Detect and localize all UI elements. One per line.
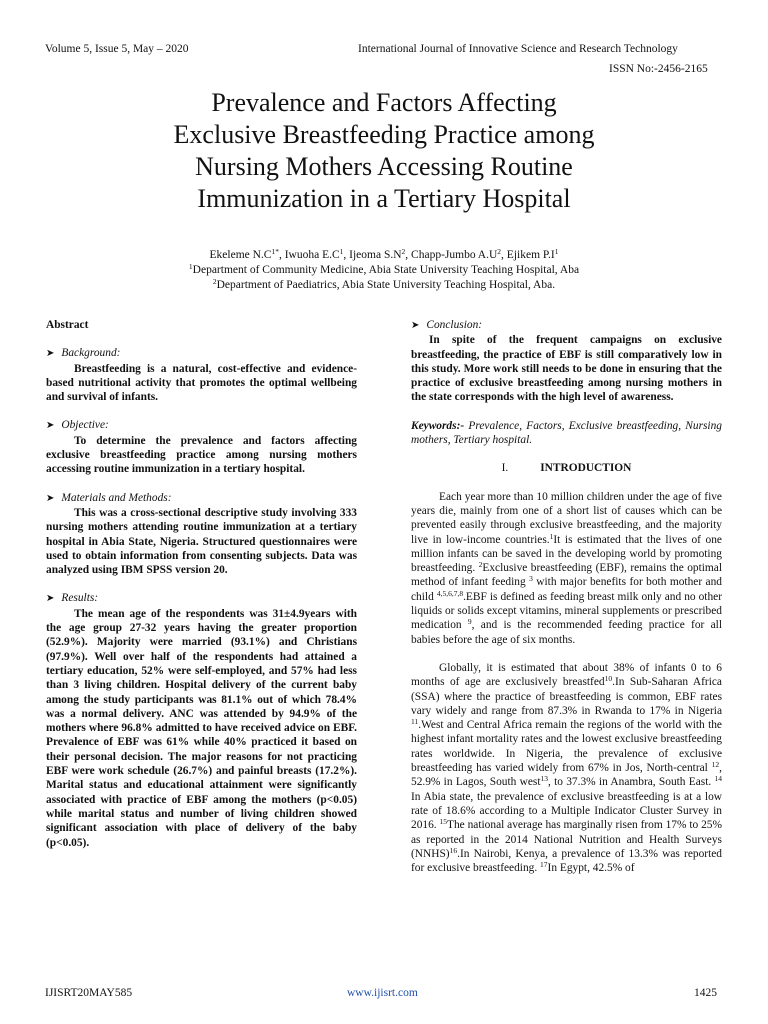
intro-paragraph-1: Each year more than 10 million children under the age of five years die, mainly from one of a short list of causes which can be prevented easily through exclusive breastfeeding, and the majority live in low-income countries.$^1$It is estimated that the lives of one million infants can be saved in the developing world by promoting breastfeeding. $^2$Exclusive breastfeeding (EBF), remains the optimal method of infant feeding $^3$ with major benefits for both mother and child $^{4,5,6,7,8}$.EBF is defined as feeding breast milk only and no other liquids or solids except vitamins, mineral supplements or prescribed medication $^9$, and is the recommended feeding practice for all babies before the age of six months. (411, 490, 723, 646)
affiliation-mark: 2 (212, 277, 217, 286)
background-text: Breastfeeding is a natural, cost-effective and evidence-based nutritional activity that promotes the optimal wellbeing and survival of infants. (46, 362, 357, 404)
author-affiliation-mark: 1 (339, 247, 344, 256)
author-name: , Ejikem P.I (501, 249, 555, 261)
citation: 12 (711, 760, 720, 770)
citation: 9 (467, 617, 472, 627)
author-affiliation-mark: 1 (554, 247, 559, 256)
title-line: Exclusive Breastfeeding Practice among (173, 120, 595, 149)
author-affiliation-mark: 2 (497, 247, 502, 256)
abstract-heading: Abstract (46, 319, 89, 331)
author-block (0, 248, 768, 293)
objective-label: ➤ Objective: (46, 419, 109, 432)
title-line: Nursing Mothers Accessing Routine (195, 152, 573, 181)
paper-title (60, 87, 708, 215)
footer-journal-link[interactable]: www.ijisrt.com (347, 987, 418, 999)
author-name: Ekeleme N.C (209, 249, 272, 261)
arrow-bullet-icon: ➤ (411, 320, 420, 331)
header-volume: Volume 5, Issue 5, May – 2020 (45, 43, 189, 55)
affiliation-text: Department of Community Medicine, Abia State University Teaching Hospital, Aba (192, 264, 580, 276)
citation: 1 (549, 531, 554, 541)
title-line: Prevalence and Factors Affecting (211, 88, 557, 117)
background-label: ➤ Background: (46, 347, 121, 360)
affiliation-mark: 1 (188, 262, 193, 271)
author-name: , Iwuoha E.C (278, 249, 340, 261)
title-line: Immunization in a Tertiary Hospital (197, 184, 571, 213)
header-journal-name: International Journal of Innovative Science and Research Technology (358, 43, 678, 55)
methods-label: ➤ Materials and Methods: (46, 491, 172, 504)
section-number: I. (501, 462, 509, 475)
citation: 3 (529, 574, 533, 584)
citation: 10 (604, 674, 613, 684)
citation: 16 (449, 845, 458, 855)
keywords-label: Keywords:- (411, 419, 465, 432)
citation: 13 (540, 774, 548, 784)
section-title: INTRODUCTION (540, 462, 632, 475)
affiliation-text: Department of Paediatrics, Abia State University Teaching Hospital, Aba. (216, 279, 556, 291)
arrow-bullet-icon: ➤ (46, 348, 55, 360)
keywords-text: Prevalence, Factors, Exclusive breastfeeding, Nursing mothers, Tertiary hospital. (411, 419, 722, 447)
citation: 4,5,6,7,8 (436, 588, 464, 598)
arrow-bullet-icon: ➤ (46, 420, 55, 432)
header-issn: ISSN No:-2456-2165 (609, 63, 708, 75)
affiliation-1 (0, 263, 768, 278)
objective-text: To determine the prevalence and factors affecting exclusive breastfeeding practice among nursing mothers accessing routine immunization in a tertiary hospital. (46, 434, 357, 476)
author-list (0, 248, 768, 263)
citation: 14 (714, 774, 722, 784)
author-affiliation-mark: 2 (401, 247, 406, 256)
methods-text: This was a cross-sectional descriptive study involving 333 nursing mothers attending routine immunization at a tertiary hospital in Abia State, Nigeria. Structured questionnaires were used to obtain information from consenting subjects. Data was analyzed using IBM SPSS version 20. (46, 506, 357, 577)
author-affiliation-mark: 1* (271, 247, 279, 256)
citation: 2 (478, 560, 483, 570)
keywords (411, 419, 722, 448)
citation: 15 (439, 817, 448, 827)
author-name: , Ijeoma S.N (343, 249, 402, 261)
results-text: The mean age of the respondents was 31±4.9years with the age group 27-32 years having the greater proportion (52.9%). Majority were married (93.1%) and Christians (97.9%). Well over half of the respondents had attained a tertiary education, 52% were self-employed, and 57% had less than 3 living children. Hospital delivery of the current baby among the study participants was 81.1% out of which 78.4% was a normal delivery. ANC was attended by 94.9% of the mothers where 96.8% admitted to have received advice on EBF. Prevalence of EBF was 61% while 40% practiced it based on their personal decision. The major reasons for not practicing EBF were work schedule (26.7%) and painful breasts (17.2%). Marital status and educational attainment were significantly associated with practice of EBF among the mothers (p<0.05) while marital status and number of living children showed significant association with place of delivery of the baby (p<0.05). (46, 607, 357, 849)
results-label: ➤ Results: (46, 592, 99, 605)
footer-page-number: 1425 (694, 987, 717, 999)
citation: 17 (540, 860, 548, 870)
left-column (46, 318, 357, 850)
author-name: , Chapp-Jumbo A.U (405, 249, 498, 261)
arrow-bullet-icon: ➤ (46, 492, 55, 504)
affiliation-2 (0, 278, 768, 293)
arrow-bullet-icon: ➤ (46, 593, 55, 605)
section-heading-introduction (411, 461, 722, 475)
intro-paragraph-2: Globally, it is estimated that about 38% of infants 0 to 6 months of age are exclusively breastfed$^{10}$.In Sub-Saharan Africa (SSA) where the practice of breastfeeding is common, EBF rates vary widely and range from 87.3% in Rwanda to 17% in Nigeria $^{11}$.West and Central Africa remain the regions of the world with the highest infant mortality rates and the lowest exclusive breastfeeding rates worldwide. In Nigeria, the prevalence of exclusive breastfeeding has varied widely from 67% in Jos, North-central $^{12}$, 52.9% in Lagos, South west$^{13}$, to 37.3% in Anambra, South East. $^{14}$ In Abia state, the prevalence of exclusive breastfeeding is at a low rate of 18.6% according to a Multiple Indicator Cluster Survey in 2016. $^{15}$The national average has marginally risen from 17% to 25% as reported in the 2014 National Nutrition and Health Surveys (NNHS)$^{16}$.In Nairobi, Kenya, a prevalence of 13.3% was reported for exclusive breastfeeding. $^{17}$In Egypt, 42.5% of (411, 661, 722, 875)
conclusion-text: In spite of the frequent campaigns on exclusive breastfeeding, the practice of EBF is still comparatively low in this study. More work still needs to be done in ensuring that the practice of exclusive breastfeeding among nursing mothers in the state corresponds with the high level of awareness. (411, 334, 722, 404)
footer-paper-id: IJISRT20MAY585 (45, 987, 133, 999)
citation: 11 (411, 717, 419, 727)
right-column (411, 318, 722, 875)
conclusion-label: ➤ Conclusion: (411, 319, 483, 331)
